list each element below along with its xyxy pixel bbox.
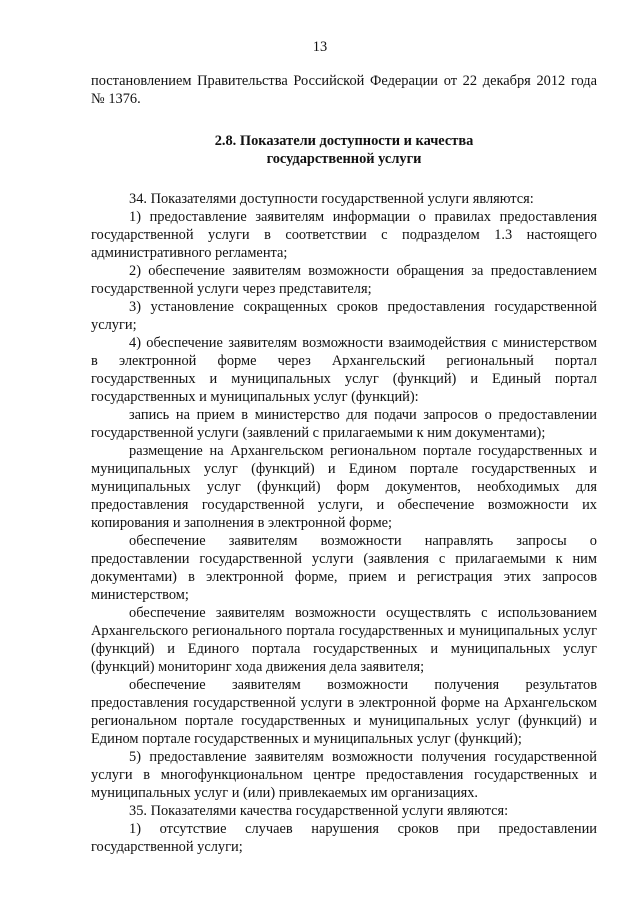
paragraph-item-4: 4) обеспечение заявителям возможности взаимодействия с министерством в электронной форме через Архангельский региональный портал государственных и муниципальных услуг (функций) и Единый портал государственных и муниципальных услуг (функций):: [91, 335, 597, 405]
paragraph-35: 35. Показателями качества государственной услуги являются:: [129, 803, 509, 819]
paragraph-item-4-appointment: запись на прием в министерство для подачи запросов о предоставлении государственной услуги (заявлений с прилагаемыми к ним документами);: [91, 407, 597, 441]
paragraph-item-4-monitoring: обеспечение заявителям возможности осуществлять с использованием Архангельского регионального портала государственных и муниципальных услуг (функций) и Единого портала государственных и муниципальных услуг (функций) мониторинг хода движения дела заявителя;: [91, 605, 597, 675]
paragraph-item-1: 1) предоставление заявителям информации о правилах предоставления государственной услуги в соответствии с подразделом 1.3 настоящего административного регламента;: [91, 209, 597, 261]
paragraph-item-4-requests: обеспечение заявителям возможности направлять запросы о предоставлении государственной услуги (заявления с прилагаемыми к ним документами) в электронной форме, прием и регистрация этих запросов министерством;: [91, 533, 597, 603]
paragraph-35-item-1: 1) отсутствие случаев нарушения сроков при предоставлении государственной услуги;: [91, 821, 597, 855]
section-heading-line1: 2.8. Показатели доступности и качества: [214, 133, 474, 149]
document-body: [91, 72, 597, 856]
paragraph-item-4-forms: размещение на Архангельском региональном портале государственных и муниципальных услуг (функций) и Едином портале государственных и муниципальных услуг (функций) форм документов, необходимых для предоставления государственной услуги, и обеспечение возможности их копирования и заполнения в электронной форме;: [91, 443, 597, 531]
section-heading-line2: государственной услуги: [266, 151, 422, 167]
paragraph-item-4-results: обеспечение заявителям возможности получения результатов предоставления государственной услуги в электронной форме на Архангельском региональном портале государственных и муниципальных услуг (функций) и Едином портале государственных и муниципальных услуг (функций);: [91, 677, 597, 747]
intro-paragraph: постановлением Правительства Российской Федерации от 22 декабря 2012 года № 1376.: [91, 73, 597, 107]
paragraph-item-3: 3) установление сокращенных сроков предоставления государственной услуги;: [91, 299, 597, 333]
paragraph-item-2: 2) обеспечение заявителям возможности обращения за предоставлением государственной услуги через представителя;: [91, 263, 597, 297]
page-number: 13: [312, 39, 328, 55]
paragraph-item-5: 5) предоставление заявителям возможности получения государственной услуги в многофункциональном центре предоставления государственных и муниципальных услуг и (или) привлекаемых им организациях.: [91, 749, 597, 801]
paragraph-34: 34. Показателями доступности государственной услуги являются:: [129, 191, 534, 207]
section-heading: [91, 132, 597, 168]
